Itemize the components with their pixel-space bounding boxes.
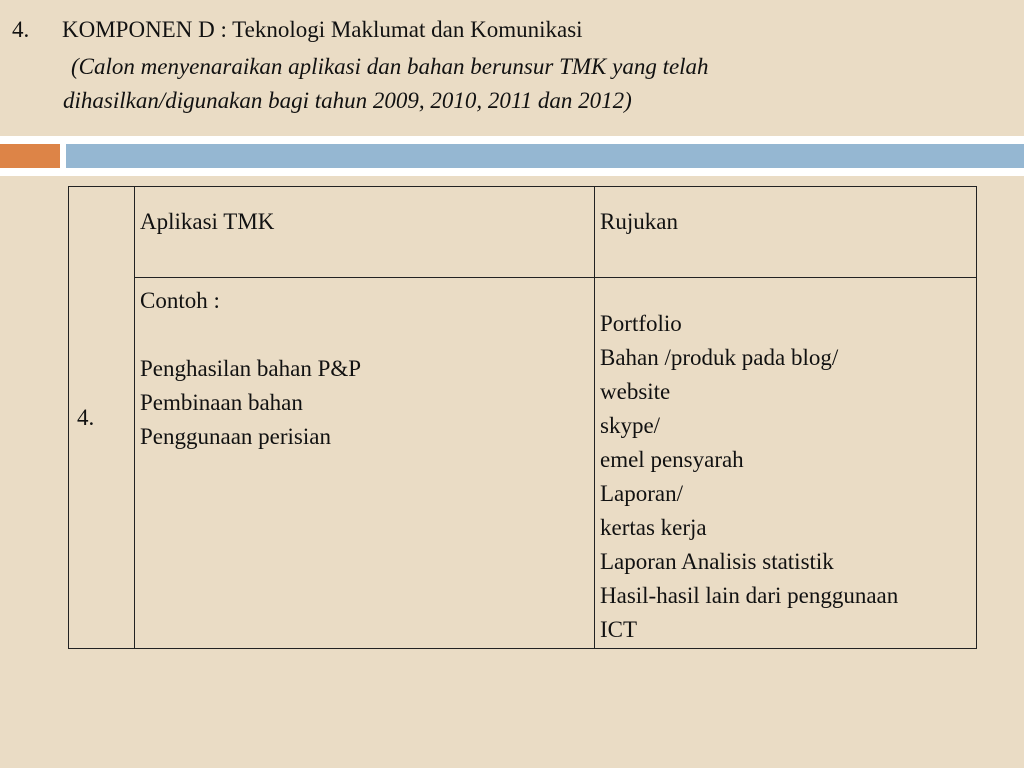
blue-accent-bar bbox=[66, 144, 1024, 168]
list-item: Laporan/ bbox=[600, 481, 684, 506]
list-item: Bahan /produk pada blog/ bbox=[600, 345, 839, 370]
list-item: website bbox=[600, 379, 671, 404]
row-number-cell bbox=[69, 187, 135, 649]
list-item: skype/ bbox=[600, 413, 661, 438]
list-item: Penghasilan bahan P&P bbox=[140, 356, 362, 381]
header-rujukan bbox=[595, 187, 977, 278]
header-rujukan-label: Rujukan bbox=[600, 209, 678, 234]
section-title: KOMPONEN D : Teknologi Maklumat dan Komunikasi bbox=[62, 17, 583, 42]
list-item: kertas kerja bbox=[600, 515, 707, 540]
spacer bbox=[140, 318, 594, 352]
aplikasi-intro: Contoh : bbox=[140, 288, 220, 313]
subtitle-line-1: (Calon menyenaraikan aplikasi dan bahan berunsur TMK yang telah bbox=[71, 54, 709, 79]
list-item: Laporan Analisis statistik bbox=[600, 549, 834, 574]
section-number: 4. bbox=[12, 17, 30, 42]
list-item: Hasil-hasil lain dari penggunaan bbox=[600, 583, 899, 608]
slide-header bbox=[0, 0, 1024, 136]
header-aplikasi-label: Aplikasi TMK bbox=[140, 209, 275, 234]
rujukan-cell bbox=[595, 278, 977, 649]
list-item: ICT bbox=[600, 617, 638, 642]
header-aplikasi bbox=[135, 187, 595, 278]
table-body-row bbox=[69, 278, 977, 649]
table-header-row bbox=[69, 187, 977, 278]
list-item: Pembinaan bahan bbox=[140, 390, 303, 415]
orange-accent-bar bbox=[0, 144, 60, 168]
list-item: emel pensyarah bbox=[600, 447, 744, 472]
komponen-table bbox=[68, 186, 977, 649]
aplikasi-cell bbox=[135, 278, 595, 649]
list-item: Penggunaan perisian bbox=[140, 424, 331, 449]
slide-subtitle bbox=[63, 50, 863, 118]
row-number: 4. bbox=[77, 404, 95, 430]
list-item: Portfolio bbox=[600, 311, 682, 336]
subtitle-line-2: dihasilkan/digunakan bagi tahun 2009, 2010, 2011 dan 2012) bbox=[63, 88, 632, 113]
slide-title bbox=[12, 16, 583, 44]
